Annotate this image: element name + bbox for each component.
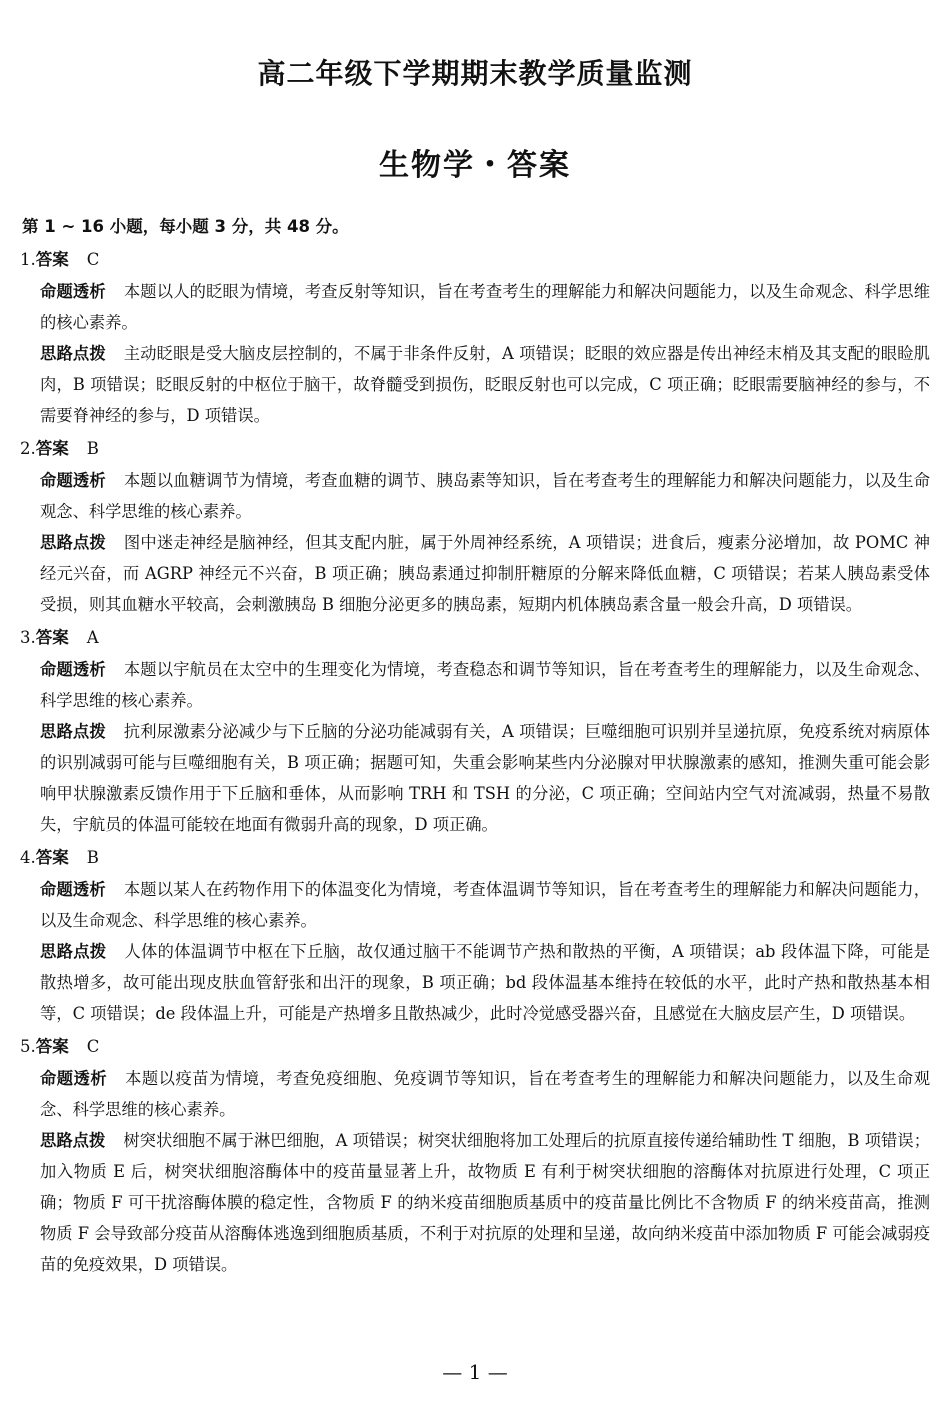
question-number: 5. — [20, 1037, 36, 1056]
approach-label: 思路点拨 — [40, 1131, 106, 1150]
question-item-3 — [0, 622, 950, 840]
question-header — [20, 244, 950, 276]
answer-value: C — [86, 250, 100, 269]
analysis-paragraph — [40, 465, 930, 527]
question-number: 3. — [20, 628, 36, 647]
approach-paragraph — [40, 527, 930, 620]
question-item-5 — [0, 1031, 950, 1280]
analysis-text: 本题以疫苗为情境，考查免疫细胞、免疫调节等知识，旨在考查考生的理解能力和解决问题能力，以及生命观念、科学思维的核心素养。 — [40, 1069, 930, 1119]
answer-label: 答案 — [35, 628, 69, 647]
approach-text: 人体的体温调节中枢在下丘脑，故仅通过脑干不能调节产热和散热的平衡，A 项错误；ab 段体温下降，可能是散热增多，故可能出现皮肤血管舒张和出汗的现象，B 项正确；bd 段体温基本维持在较低的水平，此时产热和散热基本相等，C 项错误；de 段体温上升，可能是产热增多且散热减少，此时冷觉感受器兴奋，且感觉在大脑皮层产生，D 项错误。 — [40, 942, 930, 1023]
analysis-text: 本题以人的眨眼为情境，考查反射等知识，旨在考查考生的理解能力和解决问题能力，以及生命观念、科学思维的核心素养。 — [40, 282, 930, 332]
analysis-paragraph — [40, 1063, 930, 1125]
answer-label: 答案 — [35, 250, 69, 269]
answer-value: A — [86, 628, 99, 647]
answer-value: B — [86, 439, 99, 458]
subject-title: 生物学・答案 — [379, 148, 571, 183]
approach-text: 图中迷走神经是脑神经，但其支配内脏，属于外周神经系统，A 项错误；进食后，瘦素分泌增加，故 POMC 神经元兴奋，而 AGRP 神经元不兴奋，B 项正确；胰岛素通过抑制肝糖原的分解来降低血糖，C 项错误；若某人胰岛素受体受损，则其血糖水平较高，会刺激胰岛 B 细胞分泌更多的胰岛素，短期内机体胰岛素含量一般会升高，D 项错误。 — [40, 533, 930, 614]
analysis-label: 命题透析 — [40, 880, 106, 899]
question-header — [20, 433, 950, 465]
answer-list — [0, 244, 950, 1280]
analysis-label: 命题透析 — [40, 1069, 108, 1088]
approach-text: 树突状细胞不属于淋巴细胞，A 项错误；树突状细胞将加工处理后的抗原直接传递给辅助性 T 细胞，B 项错误；加入物质 E 后，树突状细胞溶酶体中的疫苗量显著上升，故物质 E 有利于树突状细胞的溶酶体对抗原进行处理，C 项正确；物质 F 可干扰溶酶体膜的稳定性，含物质 F 的纳米疫苗细胞质基质中的疫苗量比例比不含物质 F 的纳米疫苗高，推测物质 F 会导致部分疫苗从溶酶体逃逸到细胞质基质，不利于对抗原的处理和呈递，故向纳米疫苗中添加物质 F 可能会减弱疫苗的免疫效果，D 项错误。 — [40, 1131, 930, 1274]
answer-label: 答案 — [35, 439, 69, 458]
question-item-4 — [0, 842, 950, 1029]
question-header — [20, 622, 950, 654]
approach-paragraph — [40, 1125, 930, 1280]
approach-label: 思路点拨 — [40, 722, 106, 741]
approach-text: 主动眨眼是受大脑皮层控制的，不属于非条件反射，A 项错误；眨眼的效应器是传出神经末梢及其支配的眼睑肌肉，B 项错误；眨眼反射的中枢位于脑干，故脊髓受到损伤，眨眼反射也可以完成，C 项正确；眨眼需要脑神经的参与，不需要脊神经的参与，D 项错误。 — [40, 344, 930, 425]
answer-value: C — [86, 1037, 100, 1056]
section-intro: 第 1 ~ 16 小题，每小题 3 分，共 48 分。 — [22, 217, 349, 236]
analysis-text: 本题以某人在药物作用下的体温变化为情境，考查体温调节等知识，旨在考查考生的理解能力和解决问题能力，以及生命观念、科学思维的核心素养。 — [40, 880, 930, 930]
question-item-2 — [0, 433, 950, 620]
analysis-label: 命题透析 — [40, 282, 106, 301]
approach-paragraph — [40, 716, 930, 840]
question-item-1 — [0, 244, 950, 431]
question-number: 2. — [20, 439, 36, 458]
document-title: 高二年级下学期期末教学质量监测 — [257, 57, 693, 90]
approach-label: 思路点拨 — [40, 344, 106, 363]
approach-paragraph — [40, 338, 930, 431]
answer-label: 答案 — [35, 848, 69, 867]
analysis-paragraph — [40, 276, 930, 338]
analysis-text: 本题以血糖调节为情境，考查血糖的调节、胰岛素等知识，旨在考查考生的理解能力和解决问题能力，以及生命观念、科学思维的核心素养。 — [40, 471, 930, 521]
approach-paragraph — [40, 936, 930, 1029]
question-header — [20, 842, 950, 874]
page-number: — 1 — — [442, 1360, 508, 1384]
answer-label: 答案 — [35, 1037, 69, 1056]
approach-text: 抗利尿激素分泌减少与下丘脑的分泌功能减弱有关，A 项错误；巨噬细胞可识别并呈递抗原，免疫系统对病原体的识别减弱可能与巨噬细胞有关，B 项正确；据题可知，失重会影响某些内分泌腺对甲状腺激素的感知，推测失重可能会影响甲状腺激素反馈作用于下丘脑和垂体，从而影响 TRH 和 TSH 的分泌，C 项正确；空间站内空气对流减弱，热量不易散失，宇航员的体温可能较在地面有微弱升高的现象，D 项正确。 — [40, 722, 930, 834]
analysis-label: 命题透析 — [40, 660, 106, 679]
approach-label: 思路点拨 — [40, 942, 107, 961]
answer-value: B — [86, 848, 99, 867]
analysis-paragraph — [40, 874, 930, 936]
question-number: 1. — [20, 250, 36, 269]
analysis-text: 本题以宇航员在太空中的生理变化为情境，考查稳态和调节等知识，旨在考查考生的理解能力，以及生命观念、科学思维的核心素养。 — [40, 660, 930, 710]
question-number: 4. — [20, 848, 36, 867]
approach-label: 思路点拨 — [40, 533, 106, 552]
analysis-label: 命题透析 — [40, 471, 106, 490]
analysis-paragraph — [40, 654, 930, 716]
question-header — [20, 1031, 950, 1063]
